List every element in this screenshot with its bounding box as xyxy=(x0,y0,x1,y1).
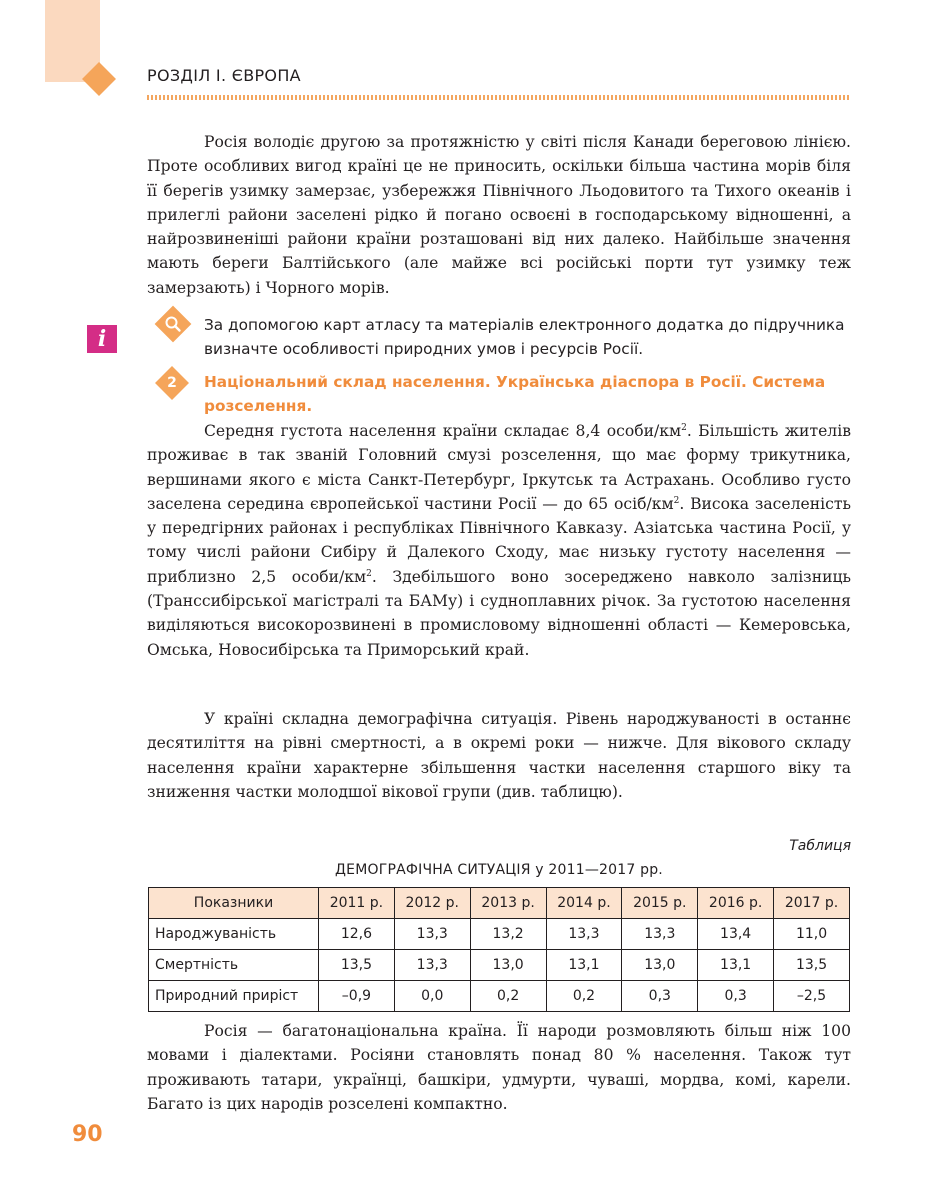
paragraph-coastline-text: Росія володіє другою за протяжністю у світі після Канади береговою лінією. Проте особливих вигод країні це не приносить, оскільки більша частина морів біля її берегів узимку замерзає, узбережжя Північного Льодовитого та Тихого океанів і прилеглі райони заселені рідко й погано освоєні в господарському відношенні, а найрозвиненіші райони країни розташовані від них далеко. Найбільше значення мають береги Балтійського (але майже всі російські порти тут узимку теж замерзають) і Чорного морів. xyxy=(147,133,851,297)
header-divider xyxy=(147,95,851,100)
density-text-4: . Здебільшого воно зосереджено навколо залізниць (Транссибірської магістралі та БАМу) і судноплавних річок. За густотою населення виділяються високорозвинені в промисловому відношенні області — Кемеровська, Омська, Новосибірська та Приморський край. xyxy=(147,567,851,659)
task-text: За допомогою карт атласу та матеріалів електронного додатка до підручника визначте особливості природних умов і ресурсів Росії. xyxy=(204,316,845,359)
table-title: ДЕМОГРАФІЧНА СИТУАЦІЯ у 2011—2017 рр. xyxy=(335,862,663,878)
table-cell: Природний приріст xyxy=(149,981,319,1012)
density-text-3: . Висока заселеність у передгірних районах і республіках Північного Кавказу. Азіатська частина Росії, у тому числі райони Сибіру й Далекого Сходу, має низьку густоту населення — приблизно 2,5 особи/км xyxy=(147,494,851,586)
table-cell: 12,6 xyxy=(319,919,395,950)
paragraph-coastline xyxy=(147,130,851,300)
superscript: 2 xyxy=(673,495,680,506)
table-row xyxy=(149,981,850,1012)
table-header-cell: 2017 р. xyxy=(774,888,850,919)
demography-table xyxy=(148,887,850,1012)
paragraph-nationalities xyxy=(147,1019,851,1116)
table-header-row xyxy=(149,888,850,919)
table-cell: 0,3 xyxy=(622,981,698,1012)
table-header-cell: 2015 р. xyxy=(622,888,698,919)
table-cell: 13,2 xyxy=(470,919,546,950)
table-cell: –0,9 xyxy=(319,981,395,1012)
table-cell: 13,3 xyxy=(622,919,698,950)
density-text-2: . Більшість жителів проживає в так званій Головний смузі розселення, що має форму трикутника, вершинами якого є міста Санкт-Петербург, Іркутськ та Астрахань. Особливо густо заселена середина європейської частини Росії — до 65 осіб/км xyxy=(147,422,851,513)
table-cell: 0,0 xyxy=(394,981,470,1012)
page-number: 90 xyxy=(72,1122,103,1147)
chapter-title: РОЗДІЛ І. ЄВРОПА xyxy=(147,66,301,85)
info-icon: i xyxy=(87,325,117,353)
paragraph-nationalities-text: Росія — багатонаціональна країна. Її народи розмовляють більш ніж 100 мовами і діалектами. Росіяни становлять понад 80 % населення. Також тут проживають татари, українці, башкіри, удмурти, чуваші, мордва, комі, карели. Багато із цих народів розселені компактно. xyxy=(147,1022,851,1113)
table-header-cell: 2013 р. xyxy=(470,888,546,919)
table-cell: 13,1 xyxy=(698,950,774,981)
table-cell: 13,3 xyxy=(394,950,470,981)
table-cell: 13,0 xyxy=(622,950,698,981)
table-header-cell: 2014 р. xyxy=(546,888,622,919)
superscript: 2 xyxy=(681,423,687,433)
table-cell: 13,0 xyxy=(470,950,546,981)
paragraph-density xyxy=(147,419,851,662)
table-cell: 0,2 xyxy=(470,981,546,1012)
table-cell: Смертність xyxy=(149,950,319,981)
table-cell: 13,4 xyxy=(698,919,774,950)
table-header-cell: 2012 р. xyxy=(394,888,470,919)
table-cell: –2,5 xyxy=(774,981,850,1012)
paragraph-demography xyxy=(147,707,851,804)
section-number: 2 xyxy=(167,375,177,391)
table-header-cell: 2011 р. xyxy=(319,888,395,919)
table-cell: 13,1 xyxy=(546,950,622,981)
table-header-cell: 2016 р. xyxy=(698,888,774,919)
table-cell: 11,0 xyxy=(774,919,850,950)
table-caption: Таблиця xyxy=(789,838,851,854)
table-cell: 0,3 xyxy=(698,981,774,1012)
paragraph-demography-text: У країні складна демографічна ситуація. Рівень народжуваності в останнє десятиліття на рівні смертності, а в окремі роки — нижче. Для вікового складу населення країни характерне збільшення частки населення старшого віку та зниження частки молодшої вікової групи (див. таблицю). xyxy=(147,710,851,801)
table-row xyxy=(149,919,850,950)
magnifier-icon xyxy=(160,311,186,337)
section-heading: Національний склад населення. Українська діаспора в Росії. Система розселення. xyxy=(204,373,826,416)
table-cell: 13,3 xyxy=(546,919,622,950)
table-row xyxy=(149,950,850,981)
table-cell: 13,3 xyxy=(394,919,470,950)
table-cell: 0,2 xyxy=(546,981,622,1012)
density-text-1: Середня густота населення країни складає 8,4 особи/км xyxy=(204,422,682,440)
table-cell: Народжуваність xyxy=(149,919,319,950)
table-cell: 13,5 xyxy=(774,950,850,981)
superscript: 2 xyxy=(366,568,372,579)
table-cell: 13,5 xyxy=(319,950,395,981)
table-header-cell: Показники xyxy=(149,888,319,919)
